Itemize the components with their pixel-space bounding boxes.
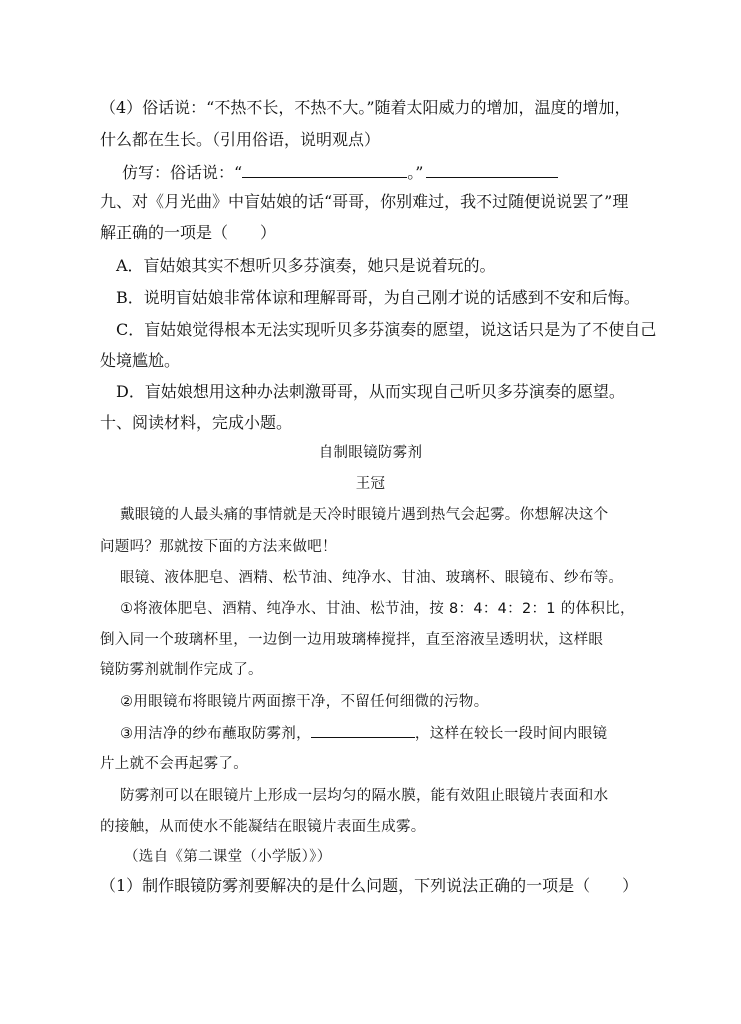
imitation-blank-1[interactable]: [242, 163, 407, 178]
option-b: B．说明盲姑娘非常体谅和理解哥哥，为自己刚才说的话感到不安和后悔。: [116, 288, 640, 307]
source-citation: （选自《第二课堂（小学版）》）: [124, 849, 332, 865]
question-10-heading: 十、阅读材料，完成小题。: [100, 413, 293, 432]
article-author: 王冠: [355, 476, 386, 492]
sub-question-1: （1）制作眼镜防雾剂要解决的是什么问题，下列说法正确的一项是（ ）: [100, 876, 639, 895]
closing-paragraph-line-1: 防雾剂可以在眼镜片上形成一层均匀的隔水膜，能有效阻止眼镜片表面和水: [120, 788, 609, 804]
paragraph-1-line-1: 戴眼镜的人最头痛的事情就是天冷时眼镜片遇到热气会起雾。你想解决这个: [120, 507, 609, 523]
question-4-line-1: （4）俗话说：“不热不长，不热不大。”随着太阳威力的增加，温度的增加，: [100, 98, 631, 117]
step-3-line-2: 片上就不会再起雾了。: [100, 756, 248, 772]
closing-paragraph-line-2: 的接触，从而使水不能凝结在眼镜片表面生成雾。: [100, 819, 426, 835]
imitation-blank-2[interactable]: [426, 163, 558, 178]
option-c-line-1: C．盲姑娘觉得根本无法实现听贝多芬演奏的愿望，说这话只是为了不使自己: [116, 320, 657, 339]
imitation-line: [122, 163, 558, 183]
question-9-stem-1: 九、对《月光曲》中盲姑娘的话“哥哥，你别难过，我不过随便说说罢了”理: [100, 192, 629, 211]
materials-line: 眼镜、液体肥皂、酒精、松节油、纯净水、甘油、玻璃杯、眼镜布、纱布等。: [120, 570, 624, 586]
question-9-stem-2: 解正确的一项是（ ）: [100, 223, 277, 242]
step-1-line-2: 倒入同一个玻璃杯里，一边倒一边用玻璃棒搅拌，直至溶液呈透明状，这样眼: [100, 632, 604, 648]
step-1-line-3: 镜防雾剂就制作完成了。: [100, 662, 263, 678]
step-3-blank[interactable]: [311, 723, 415, 738]
step-3-suffix: ，这样在较长一段时间内眼镜: [414, 726, 608, 742]
imitation-mid: 。”: [407, 163, 424, 182]
imitation-prefix: 仿写：俗话说：“: [122, 163, 243, 182]
step-2: ②用眼镜布将眼镜片两面擦干净，不留任何细微的污物。: [120, 694, 489, 710]
option-d: D．盲姑娘想用这种办法刺激哥哥，从而实现自己听贝多芬演奏的愿望。: [116, 382, 625, 401]
paragraph-1-line-2: 问题吗？那就按下面的方法来做吧！: [100, 539, 337, 555]
option-a: A．盲姑娘其实不想听贝多芬演奏，她只是说着玩的。: [116, 256, 496, 275]
question-4-line-2: 什么都在生长。（引用俗语，说明观点）: [100, 130, 381, 149]
article-title: 自制眼镜防雾剂: [318, 445, 423, 461]
option-c-line-2: 处境尴尬。: [100, 351, 181, 370]
step-3-prefix: ③用洁净的纱布蘸取防雾剂，: [120, 726, 311, 742]
step-3-line-1: [120, 723, 607, 744]
step-1-line-1: ①将液体肥皂、酒精、纯净水、甘油、松节油，按 8：4：4：2：1 的体积比，: [120, 601, 635, 617]
